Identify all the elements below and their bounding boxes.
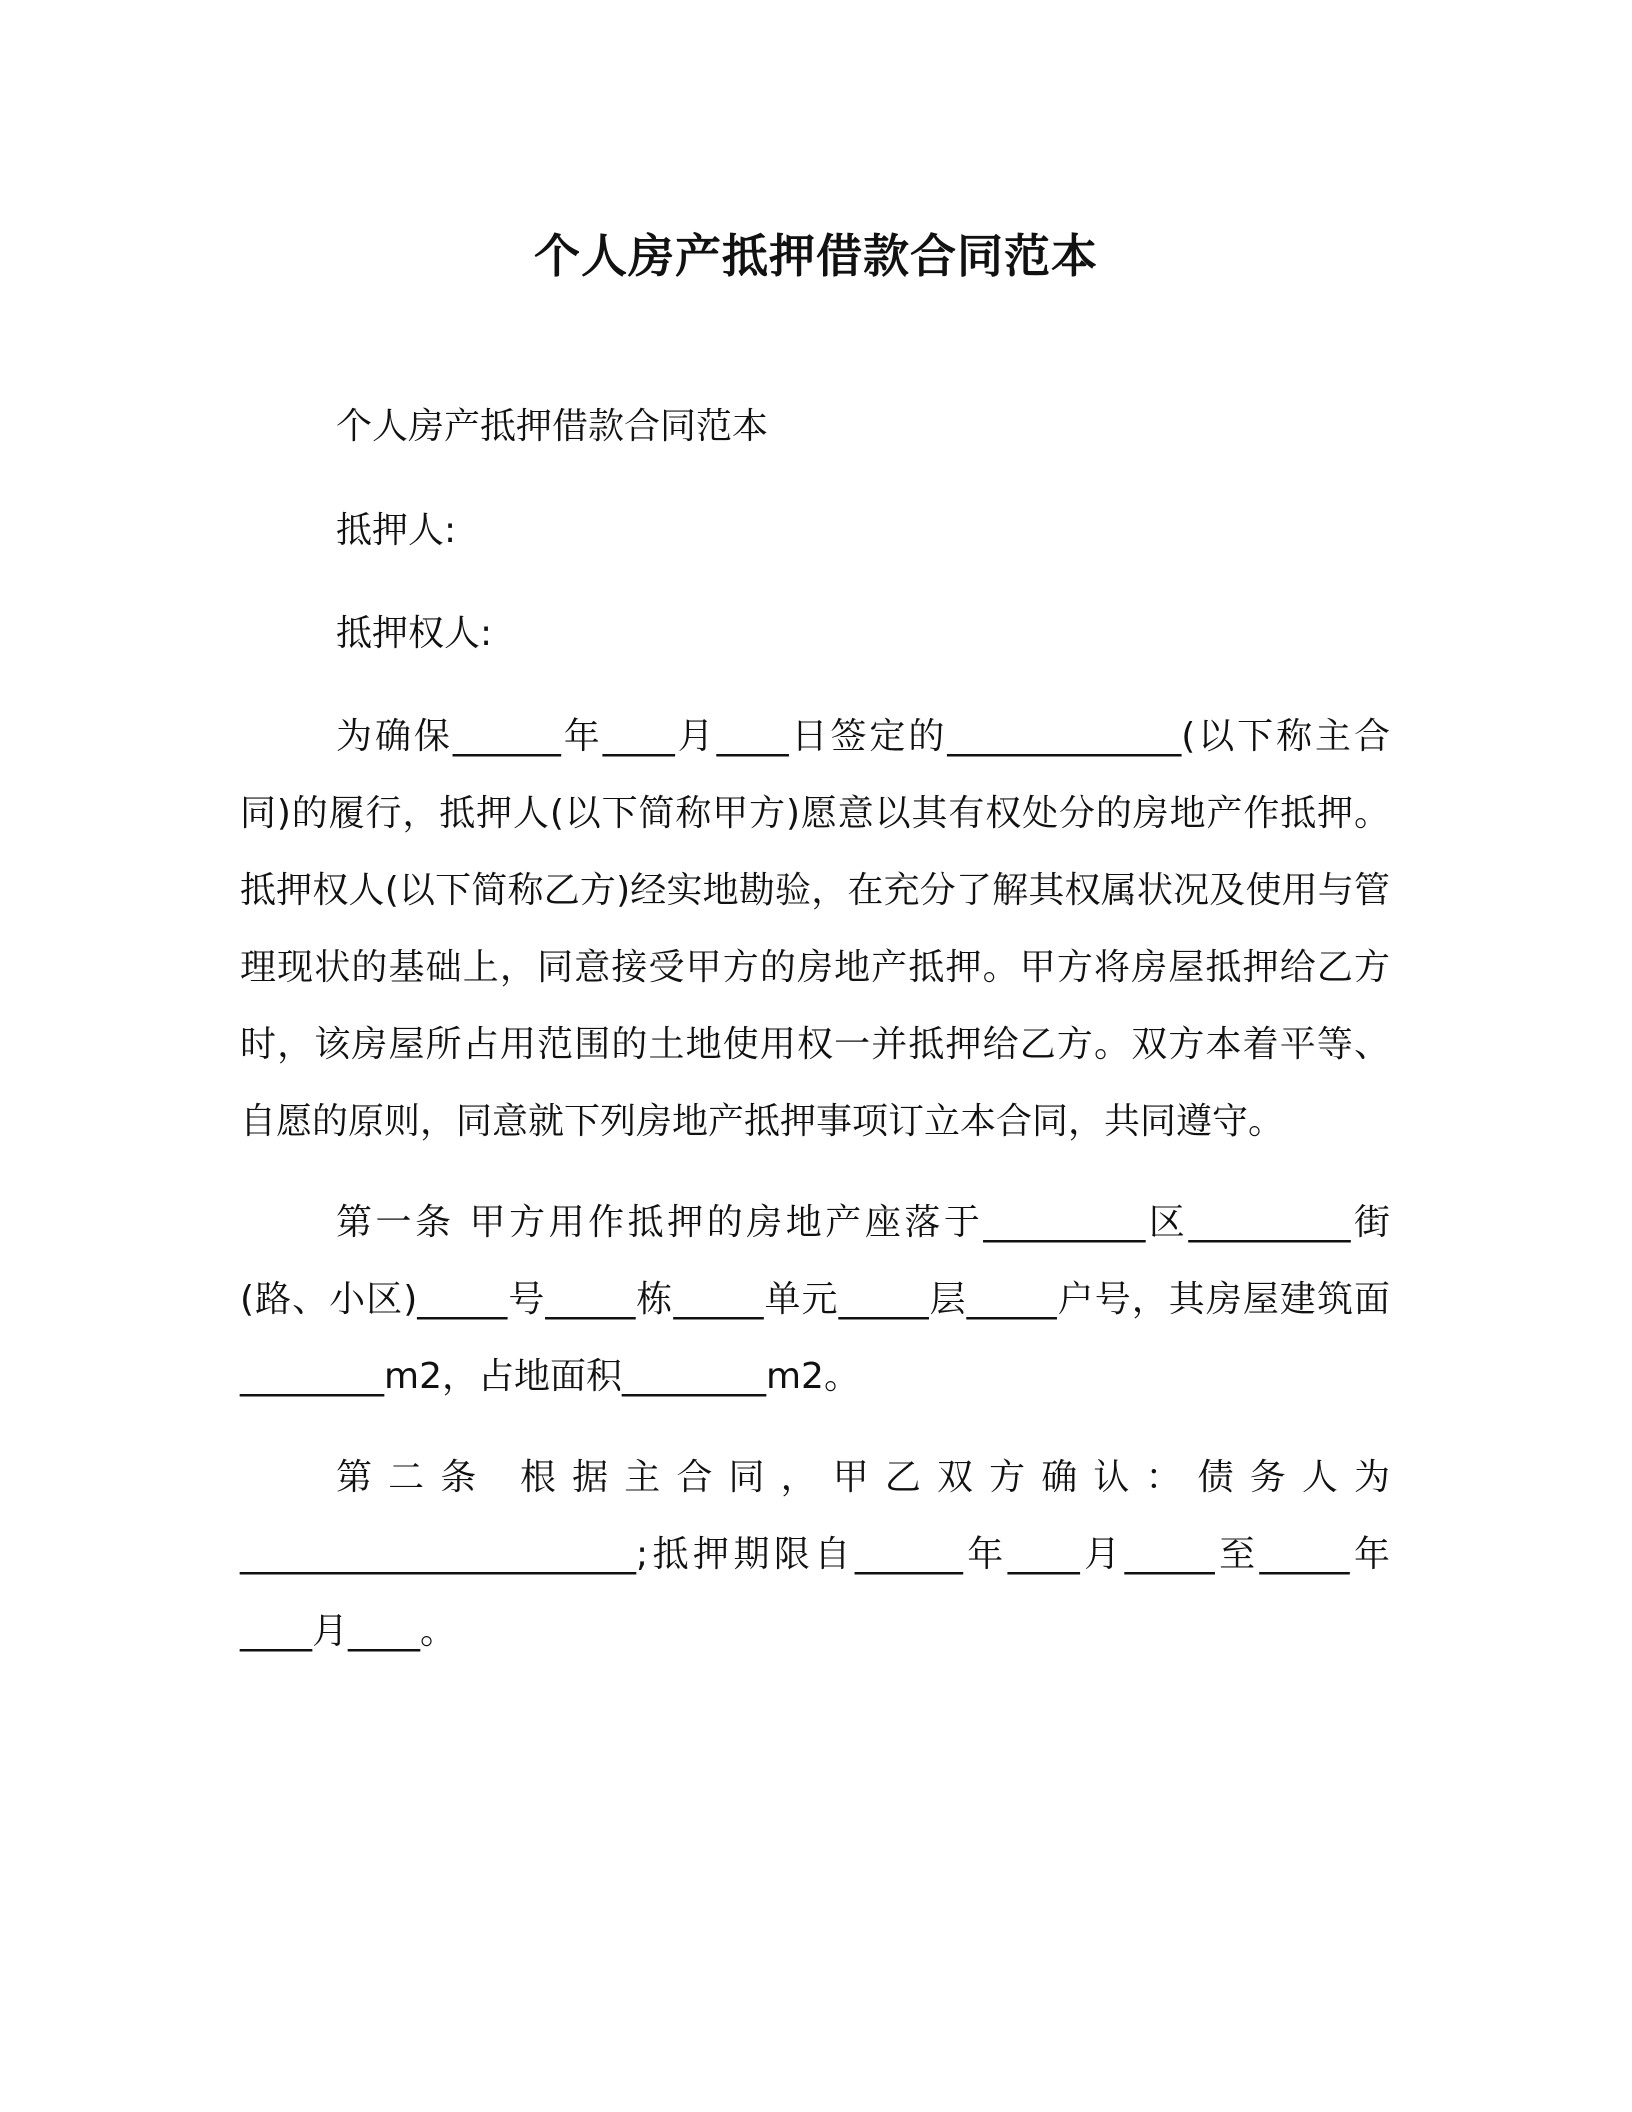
article-two-paragraph: 第二条 根据主合同，甲乙双方确认：债务人为______________________;抵押期限自______年____月_____至_____年____月____。 <box>240 1457 1390 1652</box>
contract-subtitle: 个人房产抵押借款合同范本 <box>336 406 769 447</box>
mortgagee-label: 抵押权人: <box>336 613 493 654</box>
article-one-paragraph: 第一条 甲方用作抵押的房地产座落于_________区_________街(路、小区)_____号_____栋_____单元_____层_____户号，其房屋建筑面________m2，占地面积________m2。 <box>240 1202 1390 1397</box>
document-title: 个人房产抵押借款合同范本 <box>534 229 1098 283</box>
preamble-paragraph: 为确保______年____月____日签定的_____________(以下称主合同)的履行，抵押人(以下简称甲方)愿意以其有权处分的房地产作抵押。抵押权人(以下简称乙方)经实地勘验，在充分了解其权属状况及使用与管理现状的基础上，同意接受甲方的房地产抵押。甲方将房屋抵押给乙方时，该房屋所占用范围的土地使用权一并抵押给乙方。双方本着平等、自愿的原则，同意就下列房地产抵押事项订立本合同，共同遵守。 <box>240 716 1390 1142</box>
document-body <box>240 388 1390 1694</box>
mortgagor-label: 抵押人: <box>336 510 457 551</box>
